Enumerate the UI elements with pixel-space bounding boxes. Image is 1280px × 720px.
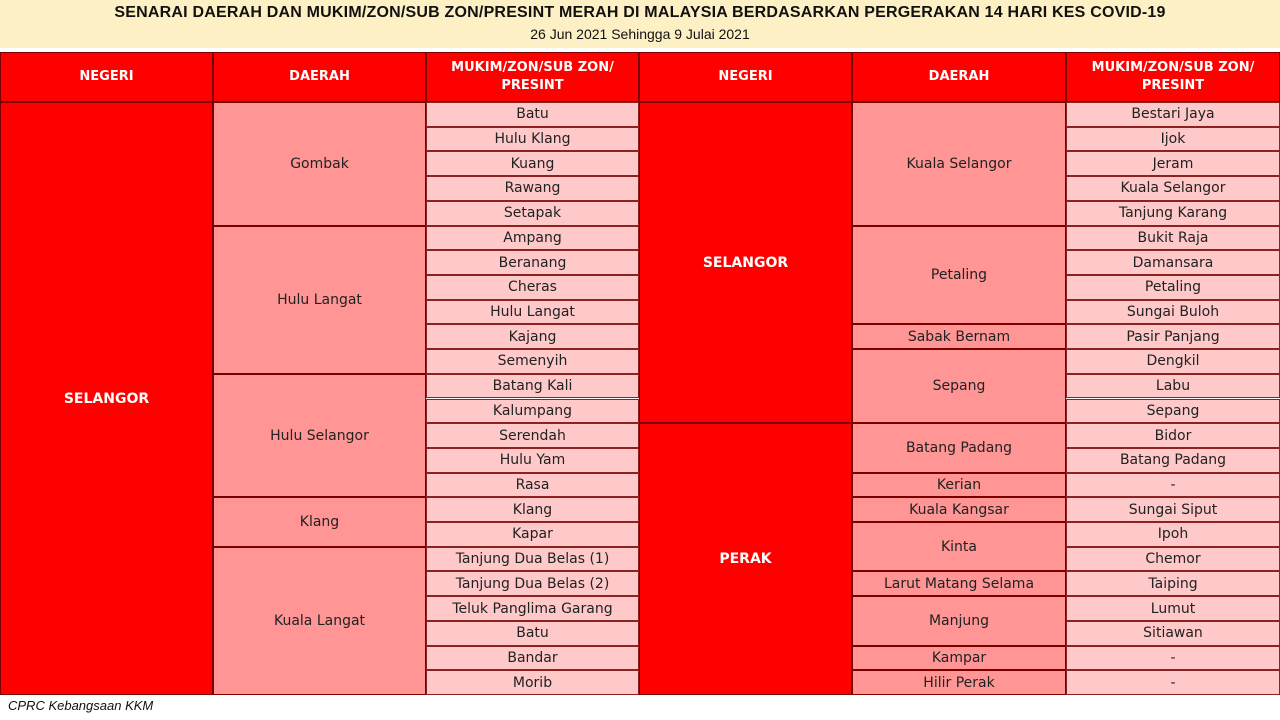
left-mukim-cell: Batu	[426, 102, 639, 127]
left-mukim-cell: Rasa	[426, 473, 639, 498]
right-daerah-cell: Kinta	[852, 522, 1066, 571]
left-header-daerah: DAERAH	[213, 52, 426, 102]
right-daerah-cell: Sepang	[852, 349, 1066, 423]
right-daerah-cell: Manjung	[852, 596, 1066, 645]
right-daerah-cell: Batang Padang	[852, 423, 1066, 472]
left-mukim-cell: Setapak	[426, 201, 639, 226]
left-mukim-cell: Batu	[426, 621, 639, 646]
right-header-negeri: NEGERI	[639, 52, 852, 102]
left-header-mukim: MUKIM/ZON/SUB ZON/ PRESINT	[426, 52, 639, 102]
left-mukim-cell: Ampang	[426, 226, 639, 251]
right-mukim-cell: Sungai Buloh	[1066, 300, 1280, 325]
right-mukim-cell: Batang Padang	[1066, 448, 1280, 473]
left-mukim-cell: Hulu Langat	[426, 300, 639, 325]
right-daerah-cell: Kampar	[852, 646, 1066, 671]
left-daerah-cell: Hulu Langat	[213, 226, 426, 374]
left-daerah-cell: Kuala Langat	[213, 547, 426, 695]
left-mukim-cell: Morib	[426, 670, 639, 695]
left-mukim-cell: Batang Kali	[426, 374, 639, 399]
left-mukim-cell: Beranang	[426, 250, 639, 275]
right-mukim-cell: Damansara	[1066, 250, 1280, 275]
left-mukim-cell: Teluk Panglima Garang	[426, 596, 639, 621]
right-mukim-cell: Bidor	[1066, 423, 1280, 448]
left-daerah-cell: Gombak	[213, 102, 426, 226]
left-mukim-cell: Serendah	[426, 423, 639, 448]
right-mukim-cell: -	[1066, 473, 1280, 498]
right-mukim-cell: Jeram	[1066, 151, 1280, 176]
right-daerah-cell: Sabak Bernam	[852, 324, 1066, 349]
date-range: 26 Jun 2021 Sehingga 9 Julai 2021	[530, 26, 750, 42]
left-mukim-cell: Cheras	[426, 275, 639, 300]
left-mukim-cell: Hulu Klang	[426, 127, 639, 152]
left-mukim-cell: Semenyih	[426, 349, 639, 374]
left-header-negeri: NEGERI	[0, 52, 213, 102]
right-mukim-cell: Chemor	[1066, 547, 1280, 572]
right-mukim-cell: Tanjung Karang	[1066, 201, 1280, 226]
left-mukim-cell: Kalumpang	[426, 399, 639, 424]
right-daerah-cell: Hilir Perak	[852, 670, 1066, 695]
right-mukim-cell: Lumut	[1066, 596, 1280, 621]
right-mukim-cell: Ipoh	[1066, 522, 1280, 547]
right-daerah-cell: Kerian	[852, 473, 1066, 498]
right-header-mukim: MUKIM/ZON/SUB ZON/ PRESINT	[1066, 52, 1280, 102]
right-mukim-cell: Dengkil	[1066, 349, 1280, 374]
left-mukim-cell: Kuang	[426, 151, 639, 176]
right-daerah-cell: Petaling	[852, 226, 1066, 325]
right-mukim-cell: Bukit Raja	[1066, 226, 1280, 251]
right-header-daerah: DAERAH	[852, 52, 1066, 102]
right-mukim-cell: Labu	[1066, 374, 1280, 399]
left-mukim-cell: Bandar	[426, 646, 639, 671]
left-mukim-cell: Kapar	[426, 522, 639, 547]
right-negeri-cell: PERAK	[639, 423, 852, 695]
right-mukim-cell: Sungai Siput	[1066, 497, 1280, 522]
right-daerah-cell: Larut Matang Selama	[852, 571, 1066, 596]
source-credit: CPRC Kebangsaan KKM	[8, 698, 154, 713]
left-mukim-cell: Tanjung Dua Belas (2)	[426, 571, 639, 596]
right-mukim-cell: -	[1066, 670, 1280, 695]
left-mukim-cell: Rawang	[426, 176, 639, 201]
left-daerah-cell: Klang	[213, 497, 426, 546]
title-banner	[0, 0, 1280, 48]
right-mukim-cell: -	[1066, 646, 1280, 671]
right-daerah-cell: Kuala Kangsar	[852, 497, 1066, 522]
right-mukim-cell: Taiping	[1066, 571, 1280, 596]
right-mukim-cell: Bestari Jaya	[1066, 102, 1280, 127]
right-mukim-cell: Ijok	[1066, 127, 1280, 152]
right-mukim-cell: Sepang	[1066, 399, 1280, 424]
right-daerah-cell: Kuala Selangor	[852, 102, 1066, 226]
right-mukim-cell: Petaling	[1066, 275, 1280, 300]
left-mukim-cell: Tanjung Dua Belas (1)	[426, 547, 639, 572]
right-negeri-cell: SELANGOR	[639, 102, 852, 423]
left-daerah-cell: Hulu Selangor	[213, 374, 426, 498]
left-mukim-cell: Kajang	[426, 324, 639, 349]
right-mukim-cell: Sitiawan	[1066, 621, 1280, 646]
right-mukim-cell: Pasir Panjang	[1066, 324, 1280, 349]
page-title: SENARAI DAERAH DAN MUKIM/ZON/SUB ZON/PRESINT MERAH DI MALAYSIA BERDASARKAN PERGERAKAN 14 HARI KES COVID-19	[114, 4, 1166, 21]
left-negeri-cell: SELANGOR	[0, 102, 213, 695]
left-mukim-cell: Klang	[426, 497, 639, 522]
left-mukim-cell: Hulu Yam	[426, 448, 639, 473]
right-mukim-cell: Kuala Selangor	[1066, 176, 1280, 201]
